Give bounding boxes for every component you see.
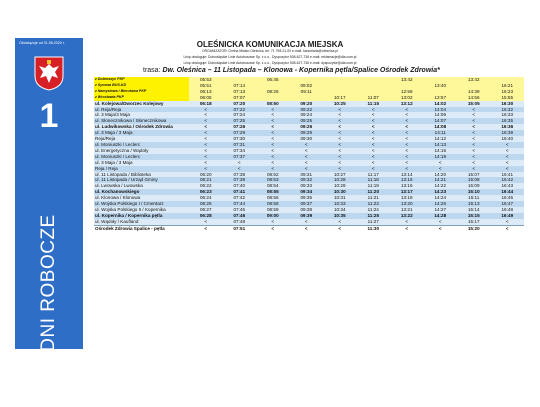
departure-time: 10:30: [323, 189, 357, 195]
departure-time: 07:25: [223, 118, 257, 124]
departure-time: 07:45: [223, 207, 257, 213]
departure-time: 10:28: [323, 177, 357, 183]
departure-time: 13:40: [424, 83, 458, 89]
departure-time: <: [390, 160, 424, 166]
departure-time: <: [290, 142, 324, 148]
departure-time: 14:23: [424, 189, 458, 195]
departure-time: 13:16: [390, 183, 424, 189]
departure-time: 09:22: [290, 107, 324, 113]
departure-time: 16:41: [491, 172, 525, 178]
departure-time: 09:20: [290, 101, 324, 107]
departure-time: <: [457, 166, 491, 172]
departure-time: <: [290, 166, 324, 172]
departure-time: <: [256, 130, 290, 136]
departure-time: 07:24: [223, 112, 257, 118]
stop-name: ul. 11 Listopada / Urząd Gminy: [94, 177, 189, 183]
departure-time: 09:00: [256, 213, 290, 219]
departure-time: <: [323, 130, 357, 136]
timetable-row: [94, 225, 524, 231]
departure-time: <: [323, 166, 357, 172]
departure-time: <: [189, 148, 223, 154]
departure-time: 16:42: [491, 177, 525, 183]
departure-time: 16:40: [491, 136, 525, 142]
departure-time: 06:22: [189, 183, 223, 189]
departure-time: 16:43: [491, 183, 525, 189]
departure-time: 08:52: [256, 172, 290, 178]
departure-time: 14:02: [424, 101, 458, 107]
departure-time: 13:14: [390, 172, 424, 178]
departure-time: <: [357, 124, 391, 130]
departure-time: <: [256, 136, 290, 142]
route-prefix: trasa:: [143, 67, 161, 74]
departure-time: <: [256, 160, 290, 166]
departure-time: 05:53: [189, 77, 223, 83]
departure-time: 13:20: [390, 201, 424, 207]
departure-time: <: [256, 154, 290, 160]
departure-time: 15:08: [457, 177, 491, 183]
departure-time: 09:37: [290, 201, 324, 207]
departure-time: 06:45: [256, 77, 290, 83]
departure-time: 11:30: [357, 225, 391, 231]
effective-date: Obowiązuje od 31.08.2020 r.: [19, 41, 65, 45]
departure-time: <: [290, 154, 324, 160]
departure-time: 06:23: [189, 189, 223, 195]
departure-time: 14:11: [424, 130, 458, 136]
departure-time: 15:55: [491, 95, 525, 101]
departure-time: 11:15: [357, 101, 391, 107]
departure-time: 07:07: [223, 95, 257, 101]
departure-time: 11:19: [357, 183, 391, 189]
departure-time: 09:34: [290, 189, 324, 195]
departure-time: <: [323, 107, 357, 113]
departure-time: <: [189, 112, 223, 118]
stop-name: ul. Słonecznikowa / Słonecznikowa: [94, 118, 189, 124]
departure-time: <: [390, 154, 424, 160]
departure-time: 16:44: [491, 189, 525, 195]
departure-time: <: [357, 160, 391, 166]
line-sidebar: [15, 38, 83, 352]
departure-time: <: [390, 124, 424, 130]
departure-time: <: [390, 219, 424, 225]
departure-time: <: [323, 124, 357, 130]
departure-time: <: [390, 148, 424, 154]
departure-time: 16:32: [491, 107, 525, 113]
departure-time: 09:31: [290, 172, 324, 178]
departure-time: <: [357, 148, 391, 154]
stop-name: z Dobroszyc PKP: [94, 77, 189, 83]
departure-time: 07:31: [223, 142, 257, 148]
departure-time: 09:11: [290, 89, 324, 95]
departure-time: 06:28: [189, 213, 223, 219]
departure-time: 10:31: [323, 195, 357, 201]
departure-time: 07:44: [223, 201, 257, 207]
departure-time: <: [323, 225, 357, 231]
departure-time: 11:27: [357, 219, 391, 225]
departure-time: 13:22: [390, 213, 424, 219]
departure-time: 07:26: [223, 124, 257, 130]
departure-time: <: [491, 142, 525, 148]
departure-time: 10:25: [323, 101, 357, 107]
departure-time: <: [189, 225, 223, 231]
stop-name: ul. 11 Listopada / Biblioteka: [94, 172, 189, 178]
departure-time: <: [323, 136, 357, 142]
departure-time: <: [457, 136, 491, 142]
stop-name: ul. Klonowa / Klonowa: [94, 195, 189, 201]
departure-time: 13:42: [457, 77, 491, 83]
stop-name: z Sycowa BUS-KD: [94, 83, 189, 89]
departure-time: 06:26: [189, 201, 223, 207]
stop-name: ul. Moniuszki / Leclerc: [94, 142, 189, 148]
departure-time: 07:22: [223, 107, 257, 113]
stop-name: ul. Kochanowskiego: [94, 189, 189, 195]
departure-time: 16:30: [491, 101, 525, 107]
departure-time: 06:27: [189, 207, 223, 213]
departure-time: 08:53: [256, 177, 290, 183]
departure-time: 13:42: [390, 77, 424, 83]
departure-time: 13:57: [424, 95, 458, 101]
departure-time: <: [256, 166, 290, 172]
departure-time: 11:17: [357, 172, 391, 178]
departure-time: <: [457, 124, 491, 130]
departure-time: <: [457, 148, 491, 154]
departure-time: <: [323, 219, 357, 225]
departure-time: <: [424, 160, 458, 166]
departure-time: 14:12: [424, 136, 458, 142]
departure-time: 16:39: [491, 130, 525, 136]
departure-time: 15:14: [457, 207, 491, 213]
departure-time: 09:30: [290, 136, 324, 142]
stop-name: Reja/Reja: [94, 136, 189, 142]
departure-time: <: [357, 142, 391, 148]
departure-time: <: [457, 160, 491, 166]
departure-time: 11:23: [357, 201, 391, 207]
departure-time: <: [390, 142, 424, 148]
departure-time: 07:29: [223, 130, 257, 136]
departure-time: <: [189, 219, 223, 225]
departure-time: 11:25: [357, 213, 391, 219]
stop-name: ul. 3 Maja / 3 Maja: [94, 160, 189, 166]
departure-time: 07:13: [223, 89, 257, 95]
departure-time: 10:34: [323, 207, 357, 213]
departure-time: <: [290, 148, 324, 154]
departure-time: <: [457, 154, 491, 160]
departure-time: 13:02: [390, 95, 424, 101]
organizer-info: ORGANIZATOR: Gmina Miasto Oleśnica, tel. 71 798-21-00 e-mail: kancelaria@olesnica.pl: [202, 49, 338, 53]
departure-time: 16:23: [491, 89, 525, 95]
departure-time: <: [390, 118, 424, 124]
operator-info-2: Linię obsługuje: Dolnośląskie Linie Autobusowe Sp. z o.o., Dyspozytor 508-627-736 e-mail: dyspozytor@dla.com.pl: [183, 61, 357, 65]
departure-time: <: [256, 142, 290, 148]
departure-time: 07:51: [223, 225, 257, 231]
departure-time: 14:06: [424, 112, 458, 118]
departure-time: 07:38: [223, 172, 257, 178]
departure-time: <: [357, 166, 391, 172]
stop-name: z Wrocławia PKP: [94, 95, 189, 101]
departure-time: <: [290, 160, 324, 166]
stop-name: ul. Energetyczna / Wądoły: [94, 148, 189, 154]
departure-time: <: [189, 130, 223, 136]
departure-time: 14:27: [424, 207, 458, 213]
stop-name: ul. 3 Maja/3 Maja: [94, 112, 189, 118]
departure-time: 07:42: [223, 195, 257, 201]
departure-time: 16:21: [491, 83, 525, 89]
departure-time: <: [290, 225, 324, 231]
departure-time: 16:33: [491, 112, 525, 118]
line-number: 1: [39, 97, 59, 135]
departure-time: <: [256, 148, 290, 154]
departure-time: 14:21: [424, 177, 458, 183]
departure-time: 07:34: [223, 148, 257, 154]
departure-time: 08:59: [256, 207, 290, 213]
departure-time: 08:56: [256, 195, 290, 201]
departure-time: 08:50: [256, 101, 290, 107]
route-text: Dw. Oleśnica – 11 Listopada – Klonowa - Kopernika pętla/Spalice Ośrodek Zdrowia*: [162, 67, 440, 74]
departure-time: 15:13: [457, 201, 491, 207]
operator-info: Linię obsługuje: Dolnośląskie Linie Autobusowe Sp. z o.o., Dyspozytor 508-627-736 e-mail: reklamacje@dla.com.pl: [183, 55, 357, 59]
departure-time: 15:10: [457, 189, 491, 195]
departure-time: <: [491, 154, 525, 160]
departure-time: 14:20: [424, 172, 458, 178]
departure-time: 14:22: [424, 183, 458, 189]
departure-time: 10:17: [323, 95, 357, 101]
departure-time: 14:07: [424, 118, 458, 124]
departure-time: <: [189, 118, 223, 124]
departure-time: 10:27: [323, 172, 357, 178]
departure-time: 10:35: [323, 213, 357, 219]
departure-time: 07:46: [223, 213, 257, 219]
departure-time: <: [189, 136, 223, 142]
departure-time: 14:08: [424, 124, 458, 130]
departure-time: <: [491, 160, 525, 166]
departure-time: 09:25: [290, 118, 324, 124]
departure-time: <: [223, 166, 257, 172]
departure-time: 15:05: [457, 101, 491, 107]
departure-time: <: [323, 118, 357, 124]
departure-time: 16:35: [491, 118, 525, 124]
departure-time: 09:24: [290, 112, 324, 118]
departure-time: 15:09: [457, 183, 491, 189]
departure-time: 15:20: [457, 225, 491, 231]
departure-time: 06:13: [189, 89, 223, 95]
departure-time: 06:20: [189, 172, 223, 178]
departure-time: <: [189, 124, 223, 130]
departure-time: <: [457, 142, 491, 148]
departure-time: 15:15: [457, 213, 491, 219]
departure-time: <: [323, 112, 357, 118]
departure-time: 07:20: [223, 101, 257, 107]
departure-time: 07:30: [223, 136, 257, 142]
departure-time: <: [390, 225, 424, 231]
departure-time: 09:26: [290, 124, 324, 130]
stop-name: ul. Kopernika / Kopernika pętla: [94, 213, 189, 219]
departure-time: 08:54: [256, 183, 290, 189]
departure-time: 09:29: [290, 130, 324, 136]
departure-time: <: [323, 148, 357, 154]
departure-time: 11:24: [357, 207, 391, 213]
departure-time: 13:15: [390, 177, 424, 183]
departure-time: 10:29: [323, 183, 357, 189]
route-description: [143, 67, 440, 74]
departure-time: <: [256, 225, 290, 231]
departure-time: 14:16: [424, 148, 458, 154]
stop-name: Ośrodek Zdrowia Spalice - pętla: [94, 225, 189, 231]
departure-time: 16:48: [491, 207, 525, 213]
departure-time: <: [390, 136, 424, 142]
departure-time: <: [357, 107, 391, 113]
departure-time: <: [256, 219, 290, 225]
departure-time: 08:55: [256, 189, 290, 195]
departure-time: 07:39: [223, 177, 257, 183]
departure-time: <: [189, 142, 223, 148]
page-title: OLEŚNICKA KOMUNIKACJA MIEJSKA: [196, 40, 344, 49]
departure-time: 13:21: [390, 207, 424, 213]
departure-time: <: [357, 112, 391, 118]
departure-time: 15:07: [457, 172, 491, 178]
stop-name: ul. Ludwikowska / Ośrodek Zdrowia: [94, 124, 189, 130]
departure-time: <: [323, 160, 357, 166]
departure-time: 16:45: [491, 195, 525, 201]
departure-time: 08:58: [256, 201, 290, 207]
departure-time: 06:18: [189, 101, 223, 107]
departure-time: <: [491, 148, 525, 154]
departure-time: <: [424, 225, 458, 231]
departure-time: 16:49: [491, 213, 525, 219]
departure-time: 07:48: [223, 219, 257, 225]
stop-name: ul. Wojska Polskiego II / Kopernika: [94, 207, 189, 213]
departure-time: 09:39: [290, 213, 324, 219]
departure-time: <: [390, 107, 424, 113]
departure-time: <: [323, 142, 357, 148]
departure-time: <: [457, 112, 491, 118]
departure-time: 11:21: [357, 195, 391, 201]
departure-time: <: [390, 112, 424, 118]
departure-time: <: [357, 130, 391, 136]
departure-time: <: [491, 219, 525, 225]
stop-name: ul. Wądoły / Kaufland: [94, 219, 189, 225]
stop-name: ul. 3 Maja / 3 Maja: [94, 130, 189, 136]
departure-time: 09:32: [290, 177, 324, 183]
departure-time: 14:19: [424, 154, 458, 160]
departure-time: 11:20: [357, 189, 391, 195]
departure-time: <: [424, 166, 458, 172]
stop-name: Reja / Reja: [94, 166, 189, 172]
stop-name: ul. Moniuszki / Leclerc: [94, 154, 189, 160]
departure-time: 14:39: [457, 89, 491, 95]
departure-time: <: [189, 166, 223, 172]
departure-time: 06:05: [189, 95, 223, 101]
day-type-label: DNI ROBOCZE: [38, 214, 59, 352]
departure-time: 11:07: [357, 95, 391, 101]
departure-time: 14:04: [424, 107, 458, 113]
departure-time: 09:38: [290, 207, 324, 213]
departure-time: <: [323, 154, 357, 160]
timetable: [94, 77, 524, 232]
departure-time: <: [256, 112, 290, 118]
departure-time: 16:36: [491, 124, 525, 130]
departure-time: 13:12: [390, 101, 424, 107]
departure-time: 10:33: [323, 201, 357, 207]
departure-time: <: [390, 130, 424, 136]
departure-time: <: [223, 160, 257, 166]
departure-time: 06:24: [189, 195, 223, 201]
departure-time: <: [189, 160, 223, 166]
stop-name: ul. Lwowska / Lwowska: [94, 183, 189, 189]
departure-time: 13:17: [390, 189, 424, 195]
departure-time: 16:47: [491, 201, 525, 207]
departure-time: 13:18: [390, 195, 424, 201]
departure-time: 15:11: [457, 195, 491, 201]
departure-time: 15:17: [457, 219, 491, 225]
departure-time: <: [357, 154, 391, 160]
departure-time: <: [424, 219, 458, 225]
departure-time: <: [357, 118, 391, 124]
departure-time: 07:14: [223, 83, 257, 89]
departure-time: <: [256, 107, 290, 113]
departure-time: 14:24: [424, 195, 458, 201]
departure-time: <: [491, 225, 525, 231]
departure-time: <: [457, 130, 491, 136]
departure-time: <: [390, 166, 424, 172]
departure-time: 09:33: [290, 183, 324, 189]
departure-time: <: [290, 219, 324, 225]
departure-time: <: [256, 118, 290, 124]
departure-time: 09:02: [290, 83, 324, 89]
departure-time: 09:35: [290, 195, 324, 201]
departure-time: 07:37: [223, 154, 257, 160]
stop-name: ul. Reja/Reja: [94, 107, 189, 113]
departure-time: 05:51: [189, 83, 223, 89]
stop-name: z Namysłowa / Bierutowa PKP: [94, 89, 189, 95]
departure-time: 14:28: [424, 213, 458, 219]
departure-time: 06:21: [189, 177, 223, 183]
departure-time: <: [256, 124, 290, 130]
stop-name: ul. Kolejowa/Dworzec Kolejowy: [94, 101, 189, 107]
departure-time: 07:40: [223, 183, 257, 189]
departure-time: 12:56: [390, 89, 424, 95]
departure-time: 11:18: [357, 177, 391, 183]
coat-of-arms-icon: [34, 56, 64, 91]
departure-time: 14:56: [457, 95, 491, 101]
departure-time: <: [357, 136, 391, 142]
departure-time: <: [189, 154, 223, 160]
departure-time: <: [189, 107, 223, 113]
stop-name: ul. Wojska Polskiego I / Cmentarz: [94, 201, 189, 207]
departure-time: 14:13: [424, 142, 458, 148]
departure-time: 07:41: [223, 189, 257, 195]
departure-time: <: [491, 166, 525, 172]
departure-time: 08:26: [256, 89, 290, 95]
departure-time: <: [457, 107, 491, 113]
departure-time: <: [457, 118, 491, 124]
departure-time: 14:26: [424, 201, 458, 207]
